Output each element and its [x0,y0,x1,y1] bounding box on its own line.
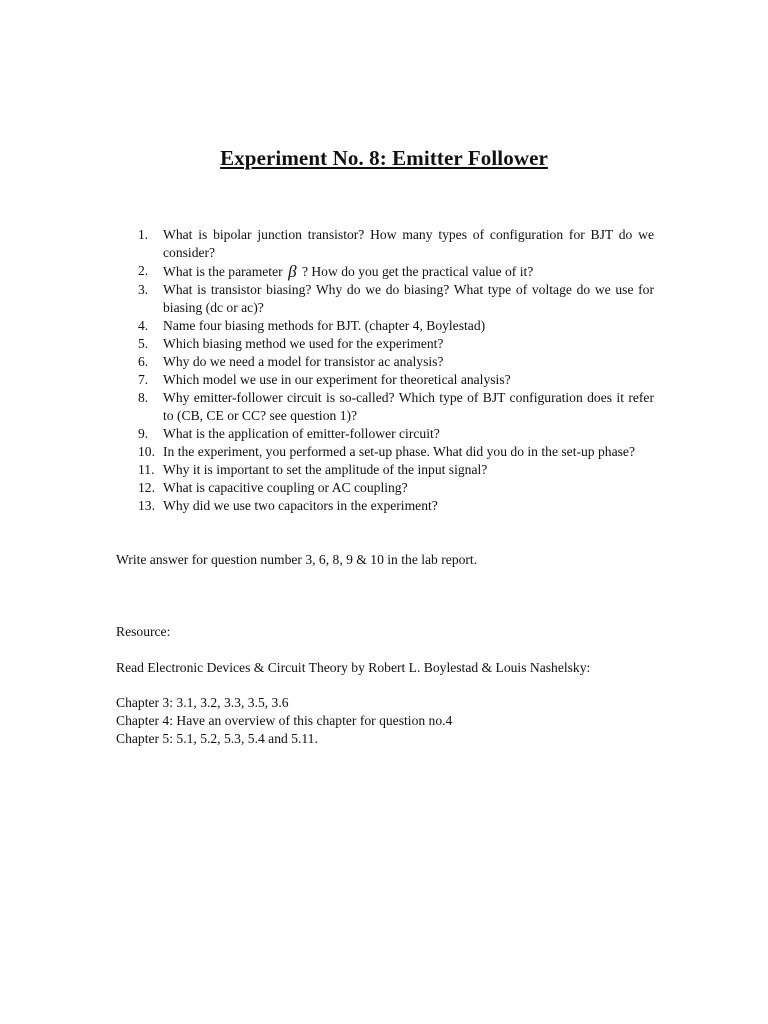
instruction-text: Write answer for question number 3, 6, 8, 9 & 10 in the lab report. [116,552,478,567]
question-text-post: ? How do you get the practical value of it? [301,264,534,279]
beta-symbol: β [288,262,297,281]
question-number: 11. [138,462,155,477]
question-text: Which biasing method we used for the experiment? [163,336,444,351]
question-text [163,262,654,281]
question-item [138,226,654,262]
reading-text: Read Electronic Devices & Circuit Theory by Robert L. Boylestad & Louis Nashelsky: [116,660,591,675]
question-text: In the experiment, you performed a set-up phase. What did you do in the set-up phase? [163,444,635,459]
question-number: 8. [138,390,149,405]
question-item [138,443,654,461]
question-number: 13. [138,498,155,513]
question-number: 12. [138,480,155,495]
question-number: 5. [138,336,149,351]
question-text: What is capacitive coupling or AC coupling? [163,480,408,495]
question-number: 6. [138,354,149,369]
question-number: 1. [138,227,149,242]
question-item [138,317,654,335]
question-number: 10. [138,444,155,459]
question-item [138,335,654,353]
question-text: Why it is important to set the amplitude of the input signal? [163,462,488,477]
question-item [138,479,654,497]
question-text: Why do we need a model for transistor ac analysis? [163,354,444,369]
chapter-line: Chapter 4: Have an overview of this chapter for question no.4 [116,713,453,728]
question-number: 3. [138,282,149,297]
question-text: Which model we use in our experiment for theoretical analysis? [163,372,511,387]
question-text: Name four biasing methods for BJT. (chapter 4, Boylestad) [163,318,486,333]
question-text: What is transistor biasing? Why do we do biasing? What type of voltage do we use for biasing (dc or ac)? [163,282,654,315]
question-text: Why did we use two capacitors in the experiment? [163,498,438,513]
question-item [138,497,654,515]
question-item [138,353,654,371]
question-item [138,281,654,317]
question-item [138,262,654,281]
chapter-line: Chapter 3: 3.1, 3.2, 3.3, 3.5, 3.6 [116,695,289,710]
resource-label: Resource: [116,624,171,639]
question-text: What is the application of emitter-follower circuit? [163,426,440,441]
question-number: 9. [138,426,149,441]
question-item [138,461,654,479]
question-item [138,425,654,443]
question-item [138,389,654,425]
question-number: 4. [138,318,149,333]
question-text-pre: What is the parameter [163,264,283,279]
question-text: Why emitter-follower circuit is so-called? Which type of BJT configuration does it refer to (CB, CE or CC? see question 1)? [163,390,654,423]
page-title: Experiment No. 8: Emitter Follower [220,146,548,170]
question-number: 2. [138,263,149,278]
question-text: What is bipolar junction transistor? How many types of configuration for BJT do we consider? [163,227,654,260]
question-number: 7. [138,372,149,387]
question-list [138,226,654,515]
question-item [138,371,654,389]
chapter-line: Chapter 5: 5.1, 5.2, 5.3, 5.4 and 5.11. [116,731,318,746]
